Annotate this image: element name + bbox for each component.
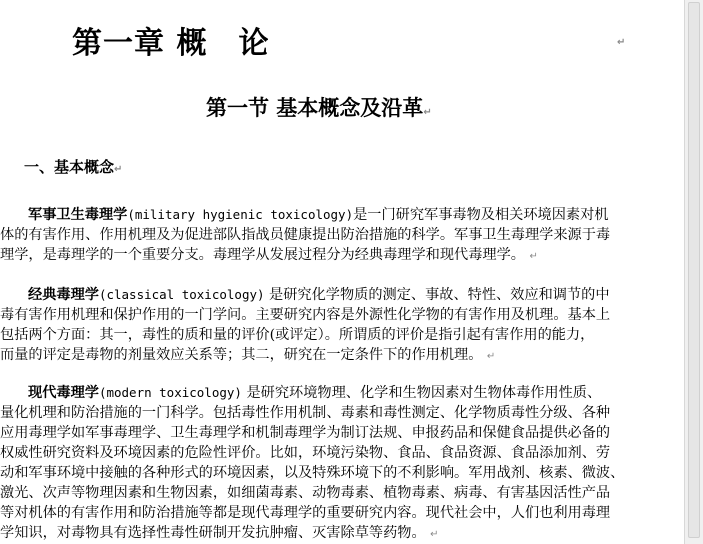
paragraph-line: 权威性研究资料及环境因素的危险性评价。比如，环境污染物、食品、食品资源、食品添加剂、劳 <box>0 445 611 461</box>
paragraph-mark-icon: ↵ <box>486 351 496 362</box>
paragraph-line: 毒有害作用机理和保护作用的一门学问。主要研究内容是外源性化学物的有害作用及机理。基本上 <box>0 307 611 323</box>
paragraph-mark-icon: ↵ <box>423 107 432 118</box>
term-latin: (classical toxicology) <box>98 287 265 302</box>
subsection-heading-text: 一、基本概念 <box>24 158 115 176</box>
paragraph-line <box>0 285 681 305</box>
term-latin: (modern toxicology) <box>98 385 242 400</box>
line-text: 理学，是毒理学的一个重要分支。毒理学从发展过程分为经典毒理学和现代毒理学。 <box>0 247 525 263</box>
paragraph-line: 激光、次声等物理因素和生物因素，如细菌毒素、动物毒素、植物毒素、病毒、有害基因活性产品 <box>0 485 611 501</box>
line-text: 是一门研究军事毒物及相关环境因素对机 <box>353 207 609 223</box>
section-title-text: 第一节 基本概念及沿革 <box>206 95 424 120</box>
line-text: 是研究化学物质的测定、事故、特性、效应和调节的中 <box>264 287 610 303</box>
paragraph-military-hygienic <box>0 205 681 265</box>
paragraph-mark-icon: ↵ <box>617 37 627 48</box>
paragraph-line: 应用毒理学如军事毒理学、卫生毒理学和机制毒理学为制订法规、申报药品和保健食品提供必备的 <box>0 425 611 441</box>
paragraph-line: 动和军事环境中接触的各种形式的环境因素，以及特殊环境下的不利影响。军用战剂、核素、微波、 <box>0 465 625 481</box>
vertical-scrollbar[interactable] <box>684 0 703 544</box>
paragraph-line <box>0 345 681 365</box>
paragraph-line: 体的有害作用、作用机理及为促进部队指战员健康提出防治措施的科学。军事卫生毒理学来源于毒 <box>0 227 611 243</box>
scrollbar-thumb[interactable] <box>688 2 700 538</box>
paragraph-mark-icon: ↵ <box>114 164 123 175</box>
paragraph-modern <box>0 383 681 543</box>
paragraph-line <box>0 383 681 403</box>
subsection-heading <box>24 156 122 177</box>
line-text: 学知识，对毒物具有选择性毒性研制开发抗肿瘤、灭害除草等药物。 <box>0 525 426 541</box>
paragraph-line <box>0 205 681 225</box>
chapter-title-text: 第一章 概 论 <box>72 26 270 61</box>
paragraph-mark-icon: ↵ <box>430 529 439 540</box>
term: 军事卫生毒理学 <box>28 207 128 223</box>
term-latin: (military hygienic toxicology) <box>127 207 354 222</box>
paragraph-line <box>0 245 681 265</box>
line-text: 是研究环境物理、化学和生物因素对生物体毒作用性质、 <box>241 385 602 401</box>
paragraph-mark-icon: ↵ <box>529 251 538 262</box>
chapter-title <box>72 18 627 62</box>
paragraph-line: 量化机理和防治措施的一门科学。包括毒性作用机制、毒素和毒性测定、化学物质毒性分级、各种 <box>0 405 611 421</box>
line-text: 而量的评定是毒物的剂量效应关系等；其二，研究在一定条件下的作用机理。 <box>0 347 483 363</box>
paragraph-classical <box>0 285 681 365</box>
paragraph-line: 等对机体的有害作用和防治措施等都是现代毒理学的重要研究内容。现代社会中，人们也利用毒理 <box>0 505 611 521</box>
paragraph-line <box>0 523 681 543</box>
paragraph-line: 包括两个方面：其一，毒性的质和量的评价(或评定）。所谓质的评价是指引起有害作用的能力， <box>0 327 595 343</box>
term: 经典毒理学 <box>28 287 99 303</box>
term: 现代毒理学 <box>28 385 99 401</box>
section-title <box>206 92 432 122</box>
